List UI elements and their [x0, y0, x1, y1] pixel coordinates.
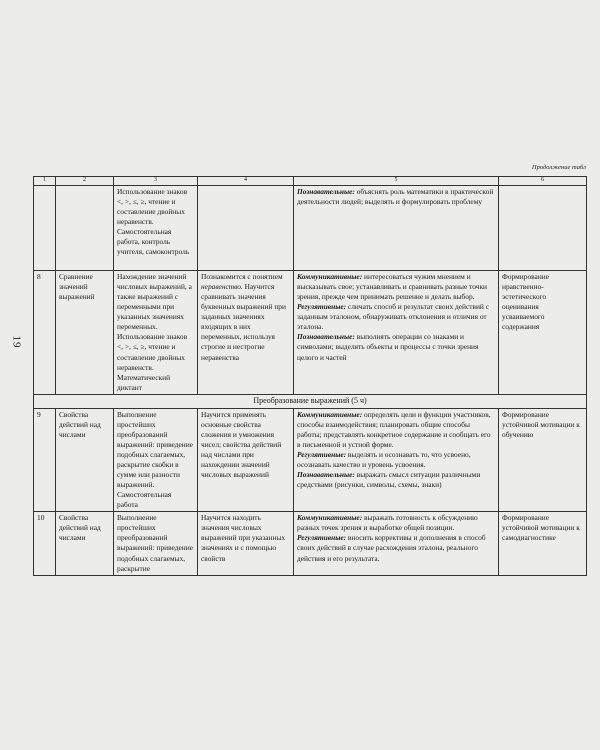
- lesson-plan-table: [33, 176, 587, 576]
- uud-label: Познавательные:: [297, 470, 355, 479]
- result-text: Научится сравнивать значения буквенных выражений при заданных значениях входящих в них переменных, используя строгие и нестрогие неравенства: [201, 282, 286, 362]
- section-title: Преобразование выражений (5 ч): [34, 394, 587, 408]
- uud-cell: [294, 408, 499, 512]
- result-cell: Научится применять основные свойства сложения и умножения чисел; свойства действий над числами при нахождении значений числовых выражений: [198, 408, 294, 512]
- lesson-number-cell: 8: [34, 271, 56, 395]
- column-number-row: [34, 177, 587, 186]
- result-cell: [198, 186, 294, 271]
- uud-label: Коммуникативные:: [297, 409, 363, 419]
- uud-label: Регулятивные:: [297, 302, 347, 312]
- section-header-row: [34, 394, 587, 408]
- uud-label: Регулятивные:: [297, 449, 347, 459]
- column-number: 6: [499, 177, 587, 186]
- uud-text: выполнять операции со знаками и символами; выделять объекты и процессы с точки зрения целого и частей: [297, 332, 479, 362]
- continuation-label: Продолжение табл: [531, 164, 586, 171]
- topic-cell: [56, 186, 114, 271]
- content-cell: Выполнение простейших преобразований выражений: приведение подобных слагаемых, раскрытие скобки в сумме или разности выражений. Самостоятельная работа: [114, 408, 198, 512]
- topic-cell: Свойства действий над числами: [56, 408, 114, 512]
- uud-text: объяснять роль математики в практической деятельности людей; выделять и формулировать проблему: [297, 187, 494, 207]
- personal-cell: Формирование нравственно-эстетического оценивания усваиваемого содержания: [499, 271, 587, 395]
- column-number: 5: [294, 177, 499, 186]
- uud-text: выражать смысл ситуации различными средствами (рисунки, символы, схемы, знаки): [297, 470, 481, 490]
- lesson-number-cell: 9: [34, 408, 56, 512]
- table-row: [34, 271, 587, 395]
- personal-cell: [499, 186, 587, 271]
- column-number: 2: [56, 177, 114, 186]
- page-number: 19: [10, 335, 23, 349]
- uud-text: сличать способ и результат своих действий с заданным эталоном, обнаруживать отклонения и отличия от эталона.: [297, 302, 490, 332]
- column-number: 3: [114, 177, 198, 186]
- lesson-number-cell: 10: [34, 512, 56, 575]
- uud-cell: [294, 186, 499, 271]
- uud-text: вносить коррективы и дополнения в способ своих действий в случае расхождения эталона, реального действия и его результата.: [297, 533, 486, 563]
- result-term: неравенство.: [201, 282, 243, 292]
- personal-cell: Формирование устойчивой мотивации к самодиагностике: [499, 512, 587, 575]
- uud-text: выделять и осознавать то, что усвоено, осознавать качество и уровень усвоения.: [297, 449, 471, 469]
- personal-cell: Формирование устойчивой мотивации к обучению: [499, 408, 587, 512]
- uud-label: Коммуникативные:: [297, 513, 363, 523]
- uud-label: Познавательные:: [297, 187, 355, 196]
- uud-label: Коммуникативные:: [297, 272, 363, 281]
- result-text: Познакомится с понятием: [201, 272, 283, 281]
- uud-cell: [294, 271, 499, 395]
- result-cell: [198, 271, 294, 395]
- topic-cell: Свойства действий над числами: [56, 512, 114, 575]
- uud-label: Познавательные:: [297, 332, 355, 342]
- content-cell: Использование знаков <, >, ≤, ≥, чтение и составление двойных неравенств. Самостоятельная работа, контроль учителя, самоконтроль: [114, 186, 198, 271]
- result-cell: Научится находить значения числовых выражений при указанных значениях и с помощью свойств: [198, 512, 294, 575]
- uud-text: интересоваться чужим мнением и высказывать свое; устанавливать и сравнивать разные точки зрения, прежде чем принимать решение и делать выбор.: [297, 272, 488, 302]
- table-row: [34, 512, 587, 575]
- uud-label: Регулятивные:: [297, 533, 347, 543]
- uud-text: определять цели и функции участников, способы взаимодействия; планировать общие способы работы; представлять конкретное содержание и сообщать его в письменной и устной форме.: [297, 409, 491, 449]
- uud-cell: [294, 512, 499, 575]
- content-cell: Выполнение простейших преобразований выражений: приведение подобных слагаемых, раскрытие: [114, 512, 198, 575]
- content-cell: Нахождение значений числовых выражений, а также выражений с переменными при указанных значениях переменных. Использование знаков <, >, ≤, ≥, чтение и составление двойных неравенств. Математический диктант: [114, 271, 198, 395]
- uud-text: выражать готовность к обсуждению разных точек зрения и выработке общей позиции.: [297, 513, 478, 533]
- column-number: 4: [198, 177, 294, 186]
- column-number: 1: [34, 177, 56, 186]
- topic-cell: Сравнение значений выражений: [56, 271, 114, 395]
- lesson-number-cell: [34, 186, 56, 271]
- table-row: [34, 186, 587, 271]
- table-row: [34, 408, 587, 512]
